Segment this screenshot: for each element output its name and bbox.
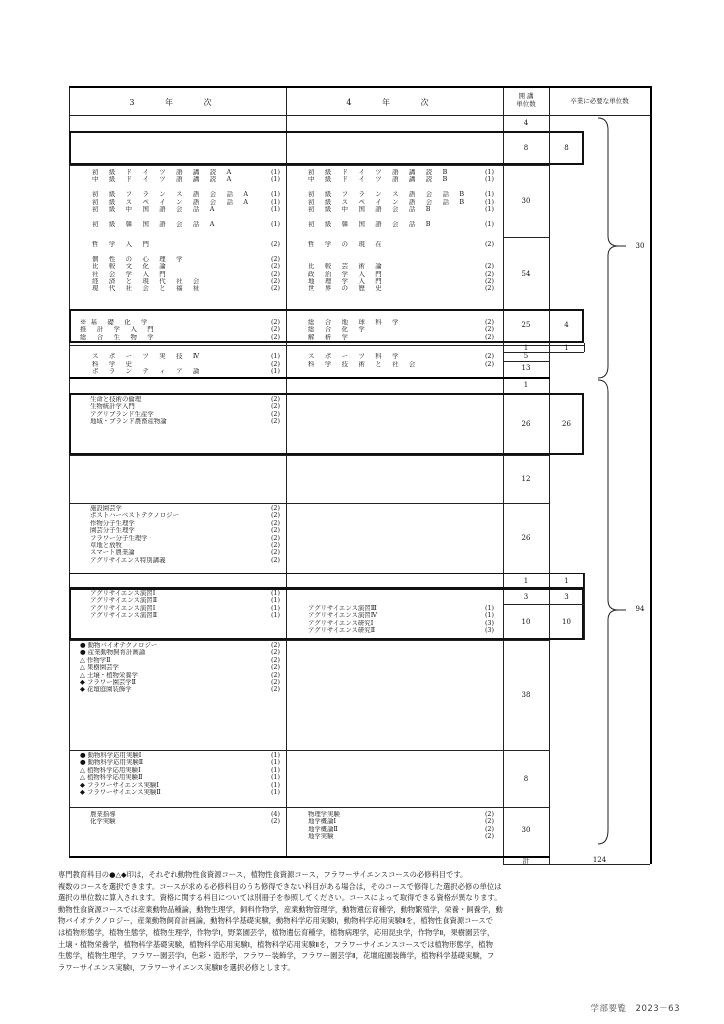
units-s15: 10 [521,618,531,626]
course-list-s4-year3 [92,241,280,293]
course-list-s10-year3 [90,396,280,426]
course-row [308,319,494,326]
course-name: △ 果樹園芸学 [80,664,119,672]
note-line: ラワーサイエンス実験Ⅰ，フラワーサイエンス実験Ⅱを選択必修とします。 [58,962,295,972]
course-name: アグリサイエンス特別講義 [90,556,166,564]
units-s10: 26 [521,420,531,428]
course-units: (1) [484,190,494,199]
course-units: (1) [270,788,280,797]
course-name: 初 級 フ ラ ン ス 語 会 話 A [92,191,253,199]
course-name: ◆ フラワーサイエンス実験Ⅰ [80,781,159,789]
course-name: 現 代 社 会 と 福 祉 [92,285,204,293]
course-list-s7-year4 [308,353,494,360]
course-name: 解 析 学 [308,333,353,341]
course-row [308,248,494,255]
course-name: 初 級 中 国 語 会 話 B [308,206,435,214]
note-line: は植物形態学，植物生態学，植物生理学，作物学Ⅰ，野菜園芸学，植物遺伝育種学，植物病理学，応用昆虫学，作物学Ⅱ，果樹園芸学， [58,927,495,937]
course-row [92,368,280,375]
course-name [92,213,258,220]
course-units: (1) [270,352,280,360]
course-name [308,184,472,191]
course-name: ※基 礎 化 学 [80,319,152,326]
course-name: 物理学実験 [308,811,340,818]
course-row [80,767,280,774]
course-name: ● 動物科学応用実験Ⅰ [80,752,142,759]
course-row [80,759,280,766]
course-units: (2) [484,832,494,841]
note-line: 物バイオテクノロジー，産業動物飼育計画論，動物科学基礎実験，動物科学応用実験Ⅰ，動物科学応用実験Ⅱを，植物性食資源コースで [58,916,493,926]
units-s6: 1 [523,344,529,352]
course-units: (2) [484,817,494,826]
course-units: (2) [270,262,280,271]
course-units: (2) [484,810,494,818]
course-name: アグリサイエンス演習Ⅱ [90,597,158,605]
course-row [90,542,280,549]
course-name: 地学概論Ⅰ [308,818,337,826]
course-units: (1) [484,205,494,214]
course-name: 推 計 学 入 門 [80,326,158,334]
course-row [80,319,280,326]
course-units: (2) [270,817,280,826]
course-row [308,326,494,333]
note-line: 専門教育科目の●△◆印は，それぞれ動物性食資源コース，植物性食資源コース，フラワーサイエンスコースの必修科目です。 [58,870,468,879]
course-name: △ 作物学Ⅱ [80,656,111,664]
course-name: 総 合 地 球 科 学 [308,319,403,326]
course-row [308,833,494,840]
course-row [80,679,280,686]
course-row [308,184,494,191]
course-row [308,811,494,818]
course-name: アグリサイエンス演習Ⅳ [308,612,378,620]
course-row [308,612,494,619]
course-units: (1) [484,604,494,612]
course-units: (2) [484,332,494,341]
course-row [90,403,280,410]
course-row [92,213,280,220]
units-s9: 1 [523,381,529,389]
course-units: (1) [270,773,280,782]
course-name: ス ポ ー ツ 科 学 [308,353,403,360]
course-units: (2) [270,402,280,411]
units-s18: 30 [521,826,531,834]
course-name [308,256,472,263]
course-units: (2) [270,511,280,520]
course-units: (3) [484,618,494,627]
required-s14: 3 [564,593,569,601]
course-row [80,782,280,789]
course-units: (2) [270,360,280,368]
course-row [80,752,280,759]
course-units: (2) [270,318,280,326]
total-label: 計 [522,857,530,865]
course-units: (1) [270,596,280,605]
course-row [308,278,494,285]
footnotes [58,869,668,973]
units-s16: 38 [521,691,531,699]
course-units: (1) [484,168,494,176]
course-row [92,176,280,183]
course-list-s7-year3 [92,353,280,360]
course-name: アグリサイエンス演習Ⅲ [308,605,377,612]
course-units: (1) [270,205,280,214]
course-row [308,285,494,292]
course-row [80,789,280,796]
course-row [92,206,280,213]
course-list-s5-year3 [80,319,280,341]
page-footer: 学部要覧 2023－63 [590,1004,680,1014]
course-row [90,418,280,425]
course-name: ◆ 花壇庭園装飾学 [80,686,132,694]
course-row [90,597,280,604]
course-row [80,642,280,649]
course-units: (2) [270,541,280,550]
course-row [308,241,494,248]
note-line: 選択の単位数に算入されます。資格に関する科目については別冊子を参照してください。コースによって取得できる資格が異なります。 [58,893,502,903]
course-name: フラワー分子生理学 [90,534,148,542]
required-s2: 8 [564,144,569,152]
course-row [92,241,280,248]
course-units: (2) [270,417,280,426]
course-name [308,248,472,255]
course-row [80,326,280,333]
course-list-s5-year4 [308,319,494,341]
course-units: (2) [484,824,494,833]
note-line: 生態学，植物生理学，フラワー園芸学Ⅰ，色彩・造形学，フラワー装飾学，フラワー園芸学Ⅱ，花壇庭園装飾学，植物科学基礎実験，フ [58,951,495,961]
course-row [90,411,280,418]
units-s17: 8 [523,775,529,783]
course-units: (1) [270,589,280,597]
course-row [90,612,280,619]
course-units: (2) [270,504,280,512]
course-name: ス ポ ー ツ 実 技 Ⅳ [92,353,204,360]
course-units: (1) [270,168,280,176]
course-units: (2) [270,678,280,687]
course-list-s16-year3 [80,642,280,694]
course-list-s15-year3 [90,605,280,620]
course-row [308,334,494,341]
course-name: 作物分子生理学 [90,519,135,527]
course-row [90,527,280,534]
course-units: (2) [270,655,280,664]
course-name: 中 級 ド イ ツ 語 講 読 A [92,176,236,184]
course-units: (2) [270,648,280,657]
brace-upper [596,116,626,380]
course-row [90,605,280,612]
course-units: (2) [484,277,494,286]
course-units: (2) [270,518,280,527]
note-line: 動物性食資源コースでは産業動物品種論，動物生理学，飼料作物学，産業動物管理学，動物遺伝育種学，動物繁殖学，栄養・飼養学，動 [58,904,503,914]
course-units: (1) [270,175,280,184]
course-row [90,520,280,527]
course-name: アグリブランド生産学 [90,410,154,418]
course-name: 地域・ブランド農畜産物論 [90,418,167,426]
course-row [92,278,280,285]
course-name: ◆ フラワーサイエンス実験Ⅱ [80,789,161,797]
course-units: (2) [270,395,280,403]
course-units [472,248,494,255]
course-row [308,221,494,228]
course-units: (2) [484,240,494,248]
course-list-s12-year3 [90,505,280,564]
course-name: 初 級 フ ラ ン ス 語 会 話 B [308,191,469,199]
units-s5: 25 [521,321,531,329]
course-row [80,686,280,693]
course-name: 科 学 史 [92,361,137,368]
course-units: (2) [270,548,280,557]
course-list-s17-year3 [80,752,280,796]
course-name [308,213,472,220]
course-row [80,334,280,341]
course-row [80,657,280,664]
course-units: (2) [270,409,280,418]
course-units: (1) [270,780,280,789]
course-name: △ 植物科学応用実験Ⅰ [80,766,141,774]
course-row [92,248,280,255]
course-row [308,627,494,634]
course-units: (2) [270,533,280,542]
course-row [90,818,280,825]
course-units: (2) [270,240,280,248]
course-name [92,248,258,255]
course-name: △ 植物科学応用実験Ⅱ [80,774,143,782]
course-units: (1) [270,197,280,206]
units-s2: 8 [523,144,529,152]
course-row [308,169,494,176]
course-name: 初 級 ド イ ツ 語 講 読 B [308,169,452,176]
course-row [308,361,494,368]
course-row [92,169,280,176]
course-units: (2) [270,269,280,278]
course-name: アグリサイエンス研究Ⅱ [308,627,376,635]
course-row [308,256,494,263]
course-name: 生命と技術の倫理 [90,396,142,403]
course-name: ◆ フラワー園芸学Ⅱ [80,679,137,687]
brace-lower [596,378,626,846]
course-name: 比 較 芸 術 論 [308,263,386,271]
course-name: 初 級 韓 国 語 会 話 A [92,220,219,228]
course-row [308,826,494,833]
course-name: 初 級 ス ペ イ ン 語 会 話 A [92,198,253,206]
course-name: 世 界 の 歴 史 [308,285,386,293]
course-row [308,263,494,270]
course-units: (2) [270,555,280,564]
course-name: 哲 学 の 現 在 [308,241,386,248]
units-s7: 5 [523,352,529,360]
course-units: (2) [270,641,280,649]
course-units: (1) [270,751,280,759]
course-list-s3-year3 [92,169,280,228]
header-required-units: 卒業に必要な単位数 [570,97,629,105]
course-name: ボ ラ ン テ ィ ア 論 [92,368,204,376]
course-units: (2) [484,269,494,278]
course-list-s8-year4 [308,361,494,368]
course-row [92,285,280,292]
course-row [308,191,494,198]
course-row [308,206,494,213]
course-units: (1) [270,219,280,228]
course-name: 政 治 学 入 門 [308,270,386,278]
course-name: 化学実験 [90,818,116,826]
course-units: (1) [270,765,280,774]
course-row [90,396,280,403]
units-s11: 12 [521,475,531,483]
course-units: (1) [270,604,280,612]
course-row [308,605,494,612]
units-s3: 30 [521,197,531,205]
course-name: △ 土壌・植物栄養学 [80,671,139,679]
course-row [92,353,280,360]
course-name: 初 級 韓 国 語 会 話 B [308,220,435,228]
course-row [92,256,280,263]
course-units: (1) [270,190,280,199]
required-s5: 4 [564,321,569,329]
course-name: アグリサイエンス演習Ⅰ [90,605,156,612]
course-units: (2) [484,262,494,271]
course-name: アグリサイエンス演習Ⅰ [90,590,156,597]
course-row [90,590,280,597]
course-row [90,549,280,556]
header-units-offered: 開 講 単位数 [516,92,536,108]
course-units: (1) [270,367,280,376]
required-s15: 10 [562,618,571,626]
course-name: ● 動物バイオテクノロジー [80,642,158,649]
course-row [92,271,280,278]
brace-upper-total: 30 [635,242,645,250]
course-units: (2) [270,526,280,535]
course-name: 草地と放牧 [90,542,122,550]
course-row [80,672,280,679]
course-units: (2) [484,318,494,326]
course-row [90,535,280,542]
course-row [92,221,280,228]
course-units: (2) [484,352,494,360]
course-units: (1) [484,175,494,184]
course-row [92,191,280,198]
course-units: (1) [484,219,494,228]
course-name: 個 性 の 心 理 学 [92,255,187,263]
course-row [308,213,494,220]
required-s6: 1 [564,344,569,352]
note-line: 土壌・植物栄養学，植物科学基礎実験，植物科学応用実験Ⅰ，植物科学応用実験Ⅱを，フラワーサイエンスコースでは植物形態学，植物 [58,939,493,949]
course-list-s4-year4 [308,241,494,293]
course-list-s18-year4 [308,811,494,841]
course-name: 地 理 学 入 門 [308,278,386,286]
course-units: (2) [270,685,280,694]
course-row [308,620,494,627]
course-name: 園芸分子生理学 [90,527,135,535]
course-row [90,512,280,519]
course-units: (2) [270,254,280,263]
course-units: (2) [270,277,280,286]
course-name: 初 級 ド イ ツ 語 講 読 A [92,169,236,176]
units-s13: 1 [523,577,529,585]
course-name: 経 済 と 現 代 社 会 [92,278,204,286]
course-row [308,199,494,206]
required-s13: 1 [564,577,569,585]
course-name: スマート農業論 [90,549,135,557]
course-name: 中 級 ド イ ツ 語 講 読 B [308,176,452,184]
course-units: (1) [484,197,494,206]
course-units: (2) [270,332,280,341]
course-name: 地学概論Ⅱ [308,825,338,833]
course-name: 哲 学 入 門 [92,241,154,248]
course-row [90,505,280,512]
header-year3: 3 年 次 [129,98,226,107]
course-name: 初 級 中 国 語 会 話 A [92,206,219,214]
course-name: 初 級 ス ペ イ ン 語 会 話 B [308,198,469,206]
units-s4: 54 [521,270,531,278]
course-list-s18-year3 [90,811,280,826]
course-row [92,263,280,270]
course-units: (2) [484,360,494,368]
note-line: 複数のコースを選択できます。コースが求める必修科目のうち修得できない科目がある場合は，そのコースで修得した選択必修の単位は [58,881,502,891]
course-name: 科 学 技 術 と 社 会 [308,361,420,368]
course-name: 総 合 生 物 学 [80,333,158,341]
brace-lower-total: 94 [635,605,645,613]
course-row [90,811,280,818]
course-units: (1) [484,611,494,620]
course-name: アグリサイエンス研究Ⅰ [308,619,374,627]
course-name: ● 動物科学応用実験Ⅱ [80,759,144,767]
course-row [80,774,280,781]
course-units: (2) [270,663,280,672]
course-name: 生物統計学入門 [90,403,135,411]
header-year4: 4 年 次 [346,98,443,107]
course-units: (2) [484,325,494,334]
course-name: 社 会 学 入 門 [92,270,170,278]
course-list-s3-year4 [308,169,494,228]
course-units: (2) [270,325,280,334]
course-row [308,271,494,278]
units-s8: 13 [521,364,531,372]
course-row [92,361,280,368]
course-name: 農業指導 [90,811,116,818]
course-units: (2) [270,670,280,679]
course-name: ● 産業動物飼育計画論 [80,649,146,657]
course-name: 施設園芸学 [90,505,122,512]
units-s12: 26 [521,534,531,542]
units-s14: 3 [523,593,529,601]
course-name: ポストハーベストテクノロジー [90,512,179,520]
course-name: 比 較 文 化 論 [92,263,170,271]
course-row [80,664,280,671]
required-s10: 26 [562,420,571,428]
course-name [92,184,258,191]
course-units: (1) [270,758,280,767]
course-row [80,649,280,656]
course-list-s15-year4 [308,605,494,635]
course-row [308,818,494,825]
course-units: (1) [270,611,280,620]
units-s1: 4 [523,119,529,127]
course-row [92,184,280,191]
course-name: 総 合 化 学 [308,326,370,334]
course-row [90,557,280,564]
course-row [92,199,280,206]
course-list-s8-year3 [92,361,280,376]
course-name: 地学実験 [308,833,334,841]
course-row [308,353,494,360]
course-units: (2) [270,284,280,293]
course-row [308,176,494,183]
course-name: アグリサイエンス演習Ⅱ [90,612,158,620]
course-units: (3) [484,626,494,635]
course-list-s14-year3 [90,590,280,605]
course-units: (2) [484,284,494,293]
course-units: (4) [270,810,280,818]
total-units: 124 [592,856,607,864]
